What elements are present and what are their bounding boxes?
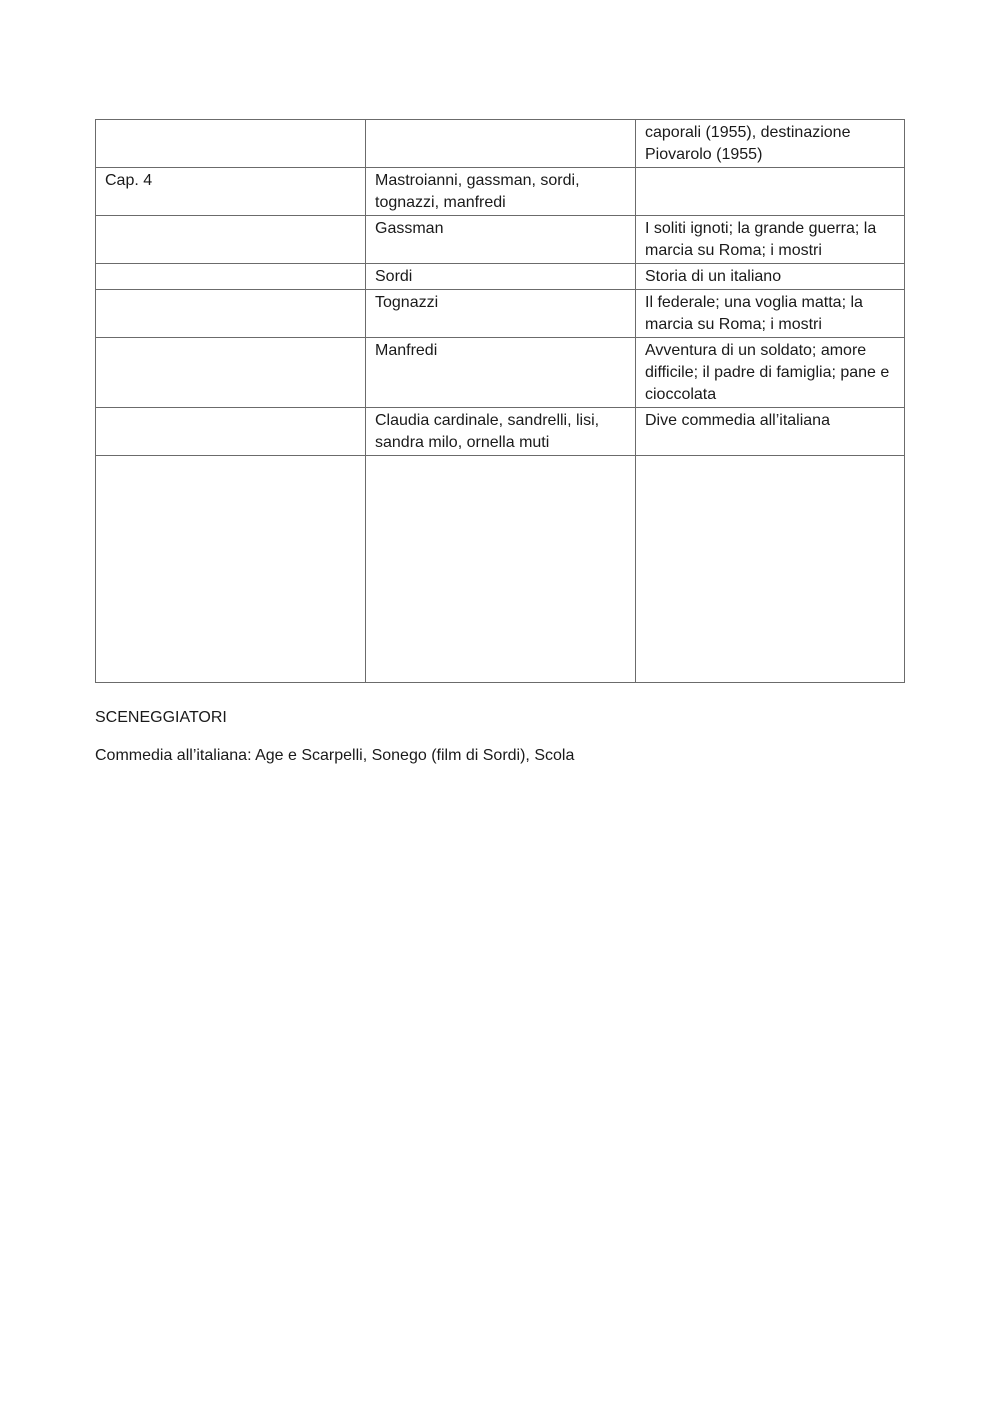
table-row: [96, 120, 905, 168]
section-body-text: Commedia all’italiana: Age e Scarpelli, Sonego (film di Sordi), Scola: [95, 747, 575, 764]
table-cell: [96, 456, 366, 683]
table-row: [96, 290, 905, 338]
table-cell: [96, 338, 366, 408]
table-cell: Storia di un italiano: [636, 264, 905, 290]
table-cell: [96, 290, 366, 338]
table-cell: [96, 264, 366, 290]
table-cell: Mastroianni, gassman, sordi, tognazzi, manfredi: [366, 168, 636, 216]
table-cell: Cap. 4: [96, 168, 366, 216]
table-row: [96, 338, 905, 408]
table-cell: Claudia cardinale, sandrelli, lisi, sandra milo, ornella muti: [366, 408, 636, 456]
table-cell: Dive commedia all’italiana: [636, 408, 905, 456]
table-row: [96, 216, 905, 264]
table-cell: [636, 456, 905, 683]
table-row: [96, 264, 905, 290]
table-cell: Tognazzi: [366, 290, 636, 338]
table-cell: [366, 456, 636, 683]
table-cell: Avventura di un soldato; amore difficile; il padre di famiglia; pane e cioccolata: [636, 338, 905, 408]
table-cell: [96, 120, 366, 168]
table-cell: [96, 216, 366, 264]
section-heading: SCENEGGIATORI: [95, 709, 227, 726]
data-table: [95, 119, 905, 683]
table-row: [96, 408, 905, 456]
table-cell: I soliti ignoti; la grande guerra; la marcia su Roma; i mostri: [636, 216, 905, 264]
table-cell: caporali (1955), destinazione Piovarolo (1955): [636, 120, 905, 168]
table-cell: [96, 408, 366, 456]
table-row: [96, 456, 905, 683]
table-cell: Sordi: [366, 264, 636, 290]
table-cell: Gassman: [366, 216, 636, 264]
table-cell: [366, 120, 636, 168]
table-cell: [636, 168, 905, 216]
table-cell: Il federale; una voglia matta; la marcia su Roma; i mostri: [636, 290, 905, 338]
table-cell: Manfredi: [366, 338, 636, 408]
table-row: [96, 168, 905, 216]
